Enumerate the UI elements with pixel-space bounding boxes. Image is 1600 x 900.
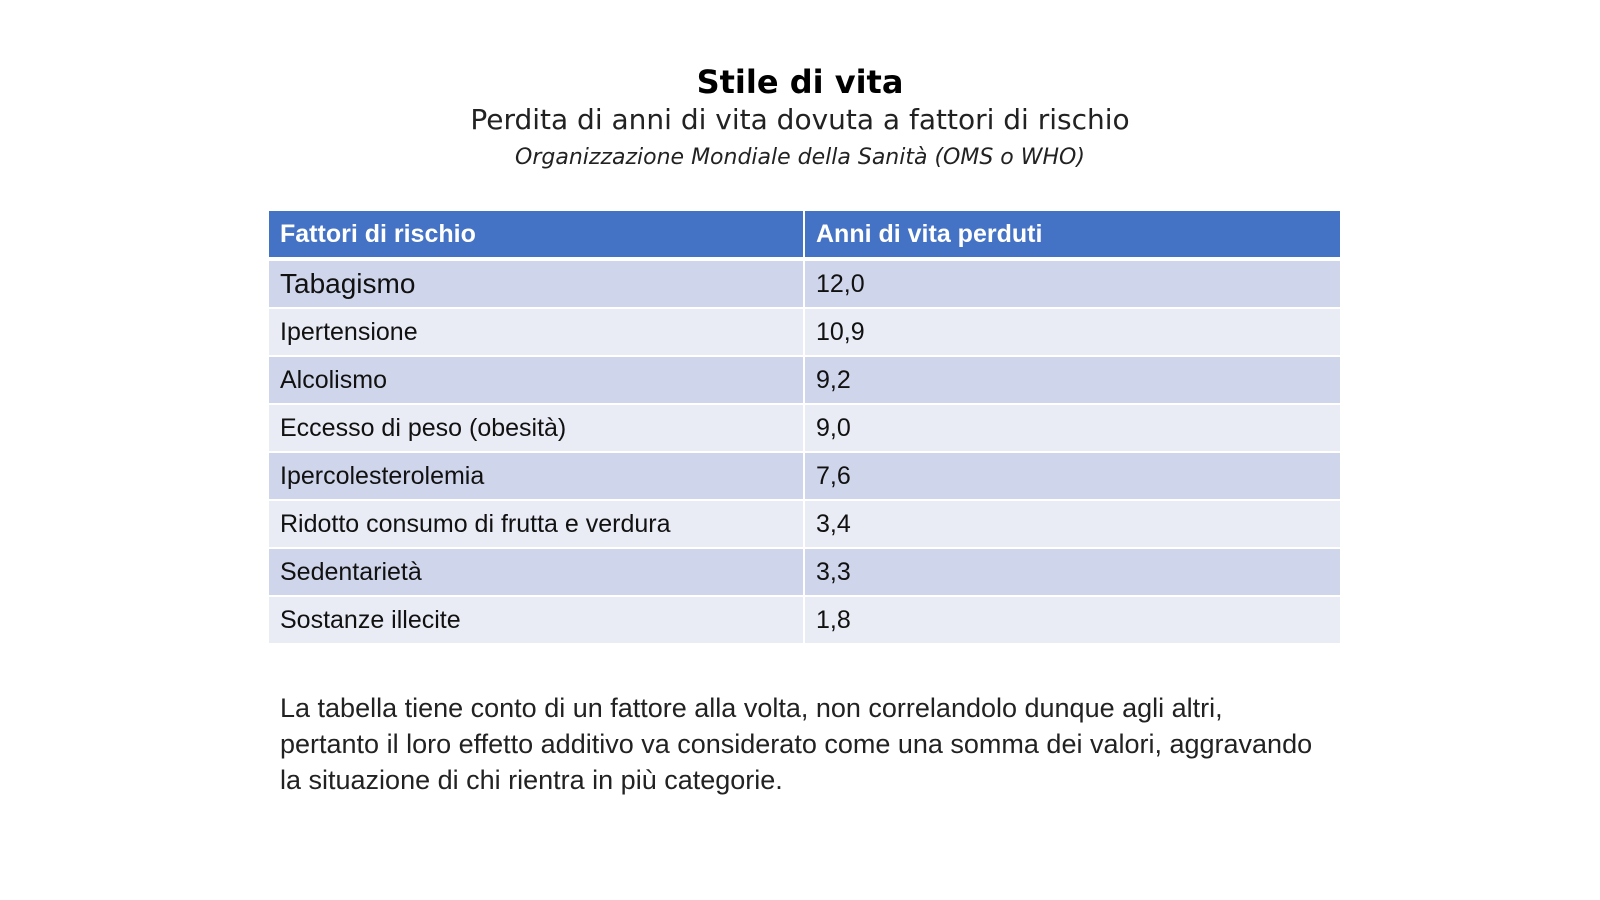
explanatory-note: La tabella tiene conto di un fattore alla volta, non correlandolo dunque agli altri, pertanto il loro effetto additivo va considerato come una somma dei valori, aggravando la situazione di chi rientra in più categorie.: [280, 693, 1313, 795]
years-cell: 3,4: [804, 500, 1340, 548]
table-row: [269, 308, 1340, 356]
table-row: [269, 500, 1340, 548]
factor-cell: Ipercolesterolemia: [269, 452, 804, 500]
risk-factors-table: [269, 211, 1340, 643]
table-row: [269, 548, 1340, 596]
table-row: [269, 596, 1340, 643]
table-header-row: [269, 211, 1340, 259]
years-cell: 1,8: [804, 596, 1340, 643]
factor-cell: Tabagismo: [269, 259, 804, 308]
factor-cell: Ipertensione: [269, 308, 804, 356]
years-cell: 12,0: [804, 259, 1340, 308]
years-cell: 3,3: [804, 548, 1340, 596]
page-subtitle: Perdita di anni di vita dovuta a fattori di rischio: [470, 103, 1130, 136]
title-block: [0, 62, 1600, 178]
table-row: [269, 356, 1340, 404]
factor-cell: Sedentarietà: [269, 548, 804, 596]
page-title: Stile di vita: [696, 63, 904, 101]
years-cell: 9,2: [804, 356, 1340, 404]
column-header-years: Anni di vita perduti: [804, 211, 1340, 259]
table-row: [269, 452, 1340, 500]
factor-cell: Sostanze illecite: [269, 596, 804, 643]
factor-cell: Eccesso di peso (obesità): [269, 404, 804, 452]
source-label: Organizzazione Mondiale della Sanità (OMS o WHO): [515, 145, 1085, 170]
years-cell: 7,6: [804, 452, 1340, 500]
factor-cell: Alcolismo: [269, 356, 804, 404]
years-cell: 9,0: [804, 404, 1340, 452]
column-header-factor: Fattori di rischio: [269, 211, 804, 259]
table-row: [269, 404, 1340, 452]
years-cell: 10,9: [804, 308, 1340, 356]
table-row: [269, 259, 1340, 308]
factor-cell: Ridotto consumo di frutta e verdura: [269, 500, 804, 548]
